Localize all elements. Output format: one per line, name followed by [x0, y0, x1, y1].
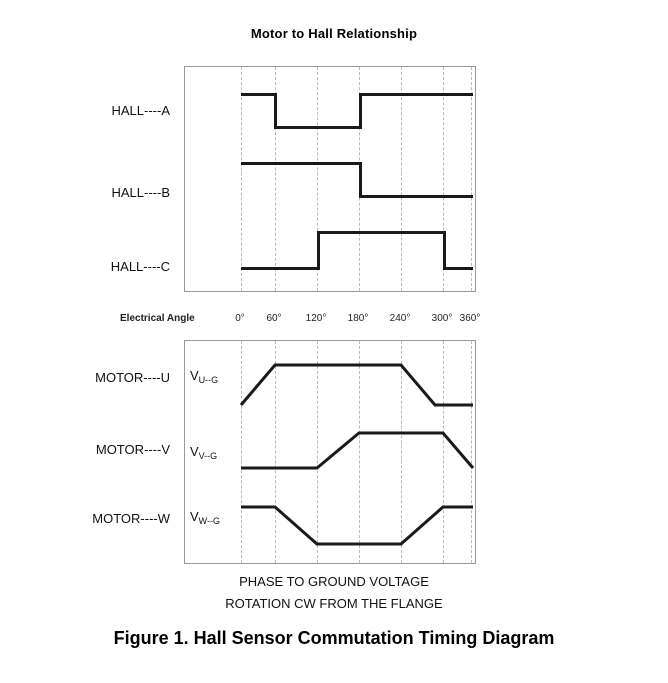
hall-b-label: HALL----B [111, 185, 170, 200]
hall-c-low-2 [443, 267, 473, 270]
axis-tick-60: 60° [266, 313, 282, 324]
motor-w-inner-sub: W--G [198, 516, 220, 526]
motor-phase-panel [184, 340, 476, 564]
chart-title: Motor to Hall Relationship [250, 26, 418, 41]
caption-rotation-cw: ROTATION CW FROM THE FLANGE [225, 596, 443, 611]
axis-tick-240: 240° [389, 313, 411, 324]
caption-phase-to-ground: PHASE TO GROUND VOLTAGE [239, 574, 429, 589]
gridline-240deg [401, 67, 402, 291]
motor-w-inner-label [190, 509, 220, 524]
gridline-0deg [241, 67, 242, 291]
axis-tick-300: 300° [431, 313, 453, 324]
motor-w-inner-main: V [190, 509, 199, 524]
hall-c-edge-rise [317, 231, 320, 270]
hall-a-low [274, 126, 362, 129]
axis-tick-0: 0° [235, 313, 245, 324]
motor-v-inner-main: V [190, 444, 199, 459]
hall-b-high [241, 162, 362, 165]
hall-a-high-1 [241, 93, 277, 96]
hall-c-label: HALL----C [110, 259, 170, 274]
hall-signal-panel [184, 66, 476, 292]
motor-v-label: MOTOR----V [95, 442, 170, 457]
hall-a-high-2 [359, 93, 473, 96]
axis-tick-120: 120° [305, 313, 327, 324]
hall-c-low-1 [241, 267, 320, 270]
motor-u-label: MOTOR----U [95, 370, 170, 385]
axis-title-electrical-angle: Electrical Angle [120, 313, 195, 324]
hall-b-edge-fall [359, 162, 362, 198]
axis-tick-360: 360° [459, 313, 481, 324]
hall-b-low [359, 195, 473, 198]
motor-w-label: MOTOR----W [92, 511, 170, 526]
hall-c-edge-fall [443, 231, 446, 270]
motor-w-trace [185, 341, 477, 565]
motor-v-inner-sub: V--G [198, 451, 218, 461]
motor-u-inner-main: V [190, 368, 199, 383]
hall-a-edge-fall [274, 93, 277, 129]
figure-title: Figure 1. Hall Sensor Commutation Timing Diagram [113, 628, 555, 648]
motor-u-inner-label [190, 368, 218, 383]
motor-u-inner-sub: U--G [198, 375, 219, 385]
gridline-360deg [471, 67, 472, 291]
motor-v-inner-label [190, 444, 217, 459]
axis-tick-180: 180° [347, 313, 369, 324]
hall-c-high [317, 231, 446, 234]
hall-a-label: HALL----A [111, 103, 170, 118]
hall-a-edge-rise [359, 93, 362, 129]
